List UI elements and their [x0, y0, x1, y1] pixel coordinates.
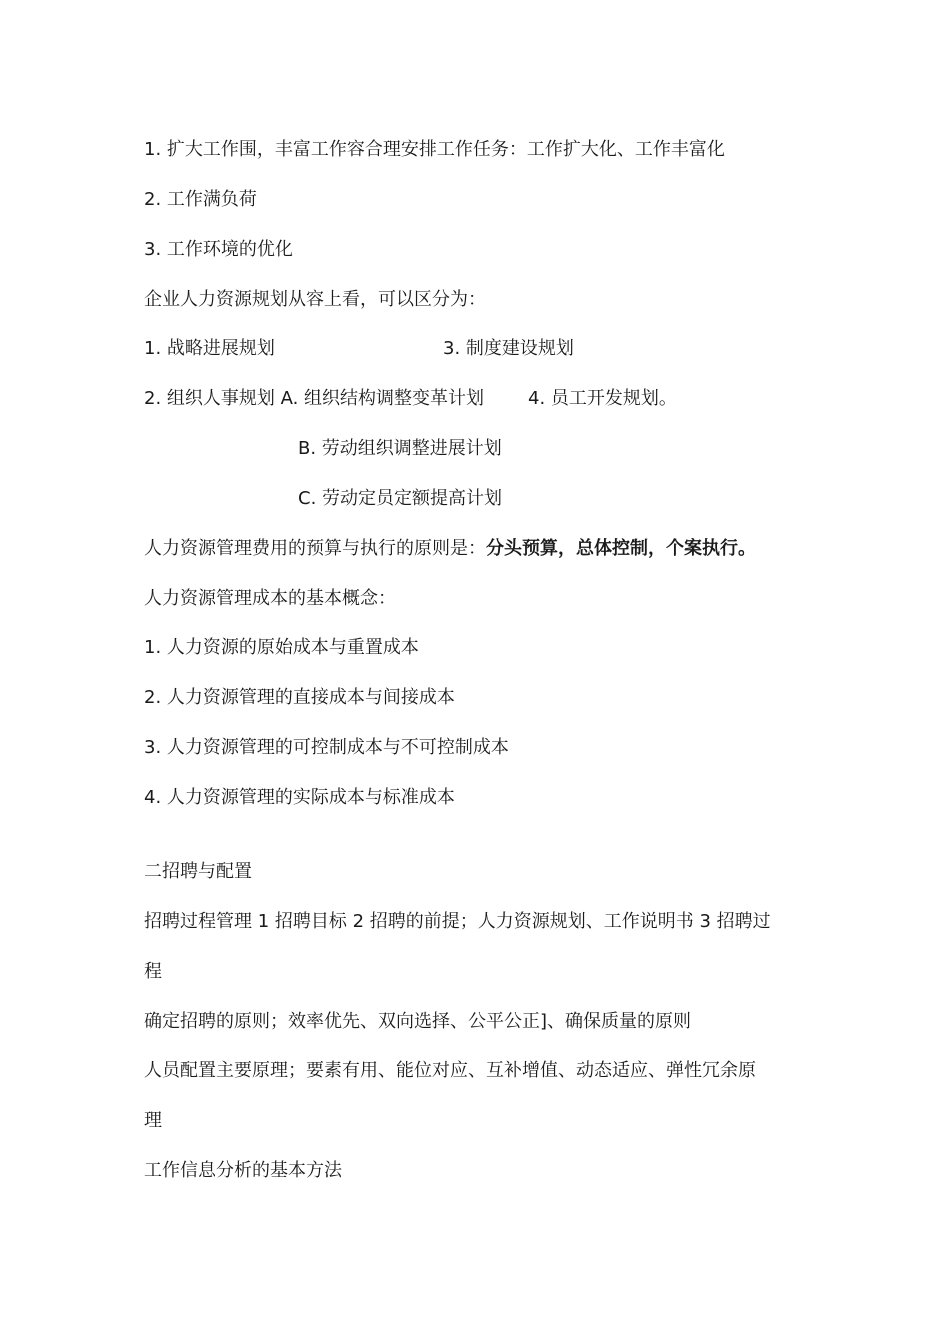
section-heading: 二招聘与配置 [144, 861, 252, 882]
paragraph-line: 人员配置主要原理；要素有用、能位对应、互补增值、动态适应、弹性冗余原 [144, 1060, 756, 1081]
list-item: B. 劳动组织调整进展计划 [298, 438, 502, 459]
paragraph-line: 2. 工作满负荷 [144, 189, 257, 210]
list-item: 1. 人力资源的原始成本与重置成本 [144, 637, 419, 658]
list-item: 4. 人力资源管理的实际成本与标准成本 [144, 787, 455, 808]
list-item: 4. 员工开发规划。 [528, 388, 677, 409]
paragraph-line: 人力资源管理成本的基本概念： [144, 588, 396, 609]
paragraph-line: 1. 扩大工作围，丰富工作容合理安排工作任务：工作扩大化、工作丰富化 [144, 139, 725, 160]
paragraph-line [144, 536, 756, 562]
list-item: 1. 战略进展规划 [144, 338, 275, 359]
list-item: 3. 制度建设规划 [443, 338, 574, 359]
principle-value: 分头预算，总体控制，个案执行。 [486, 538, 756, 559]
list-item: 2. 组织人事规划 A. 组织结构调整变革计划 [144, 388, 485, 409]
paragraph-line: 理 [144, 1110, 162, 1131]
paragraph-line: 确定招聘的原则；效率优先、双向选择、公平公正]、确保质量的原则 [144, 1011, 692, 1032]
paragraph-line: 程 [144, 961, 162, 982]
paragraph-line: 工作信息分析的基本方法 [144, 1160, 342, 1181]
paragraph-line: 3. 工作环境的优化 [144, 239, 293, 260]
list-item: 3. 人力资源管理的可控制成本与不可控制成本 [144, 737, 509, 758]
list-item: 2. 人力资源管理的直接成本与间接成本 [144, 687, 455, 708]
list-item: C. 劳动定员定额提高计划 [298, 488, 503, 509]
paragraph-line: 企业人力资源规划从容上看，可以区分为： [144, 289, 486, 310]
principle-label: 人力资源管理费用的预算与执行的原则是： [144, 538, 486, 559]
paragraph-line: 招聘过程管理 1 招聘目标 2 招聘的前提；人力资源规划、工作说明书 3 招聘过 [144, 911, 771, 932]
